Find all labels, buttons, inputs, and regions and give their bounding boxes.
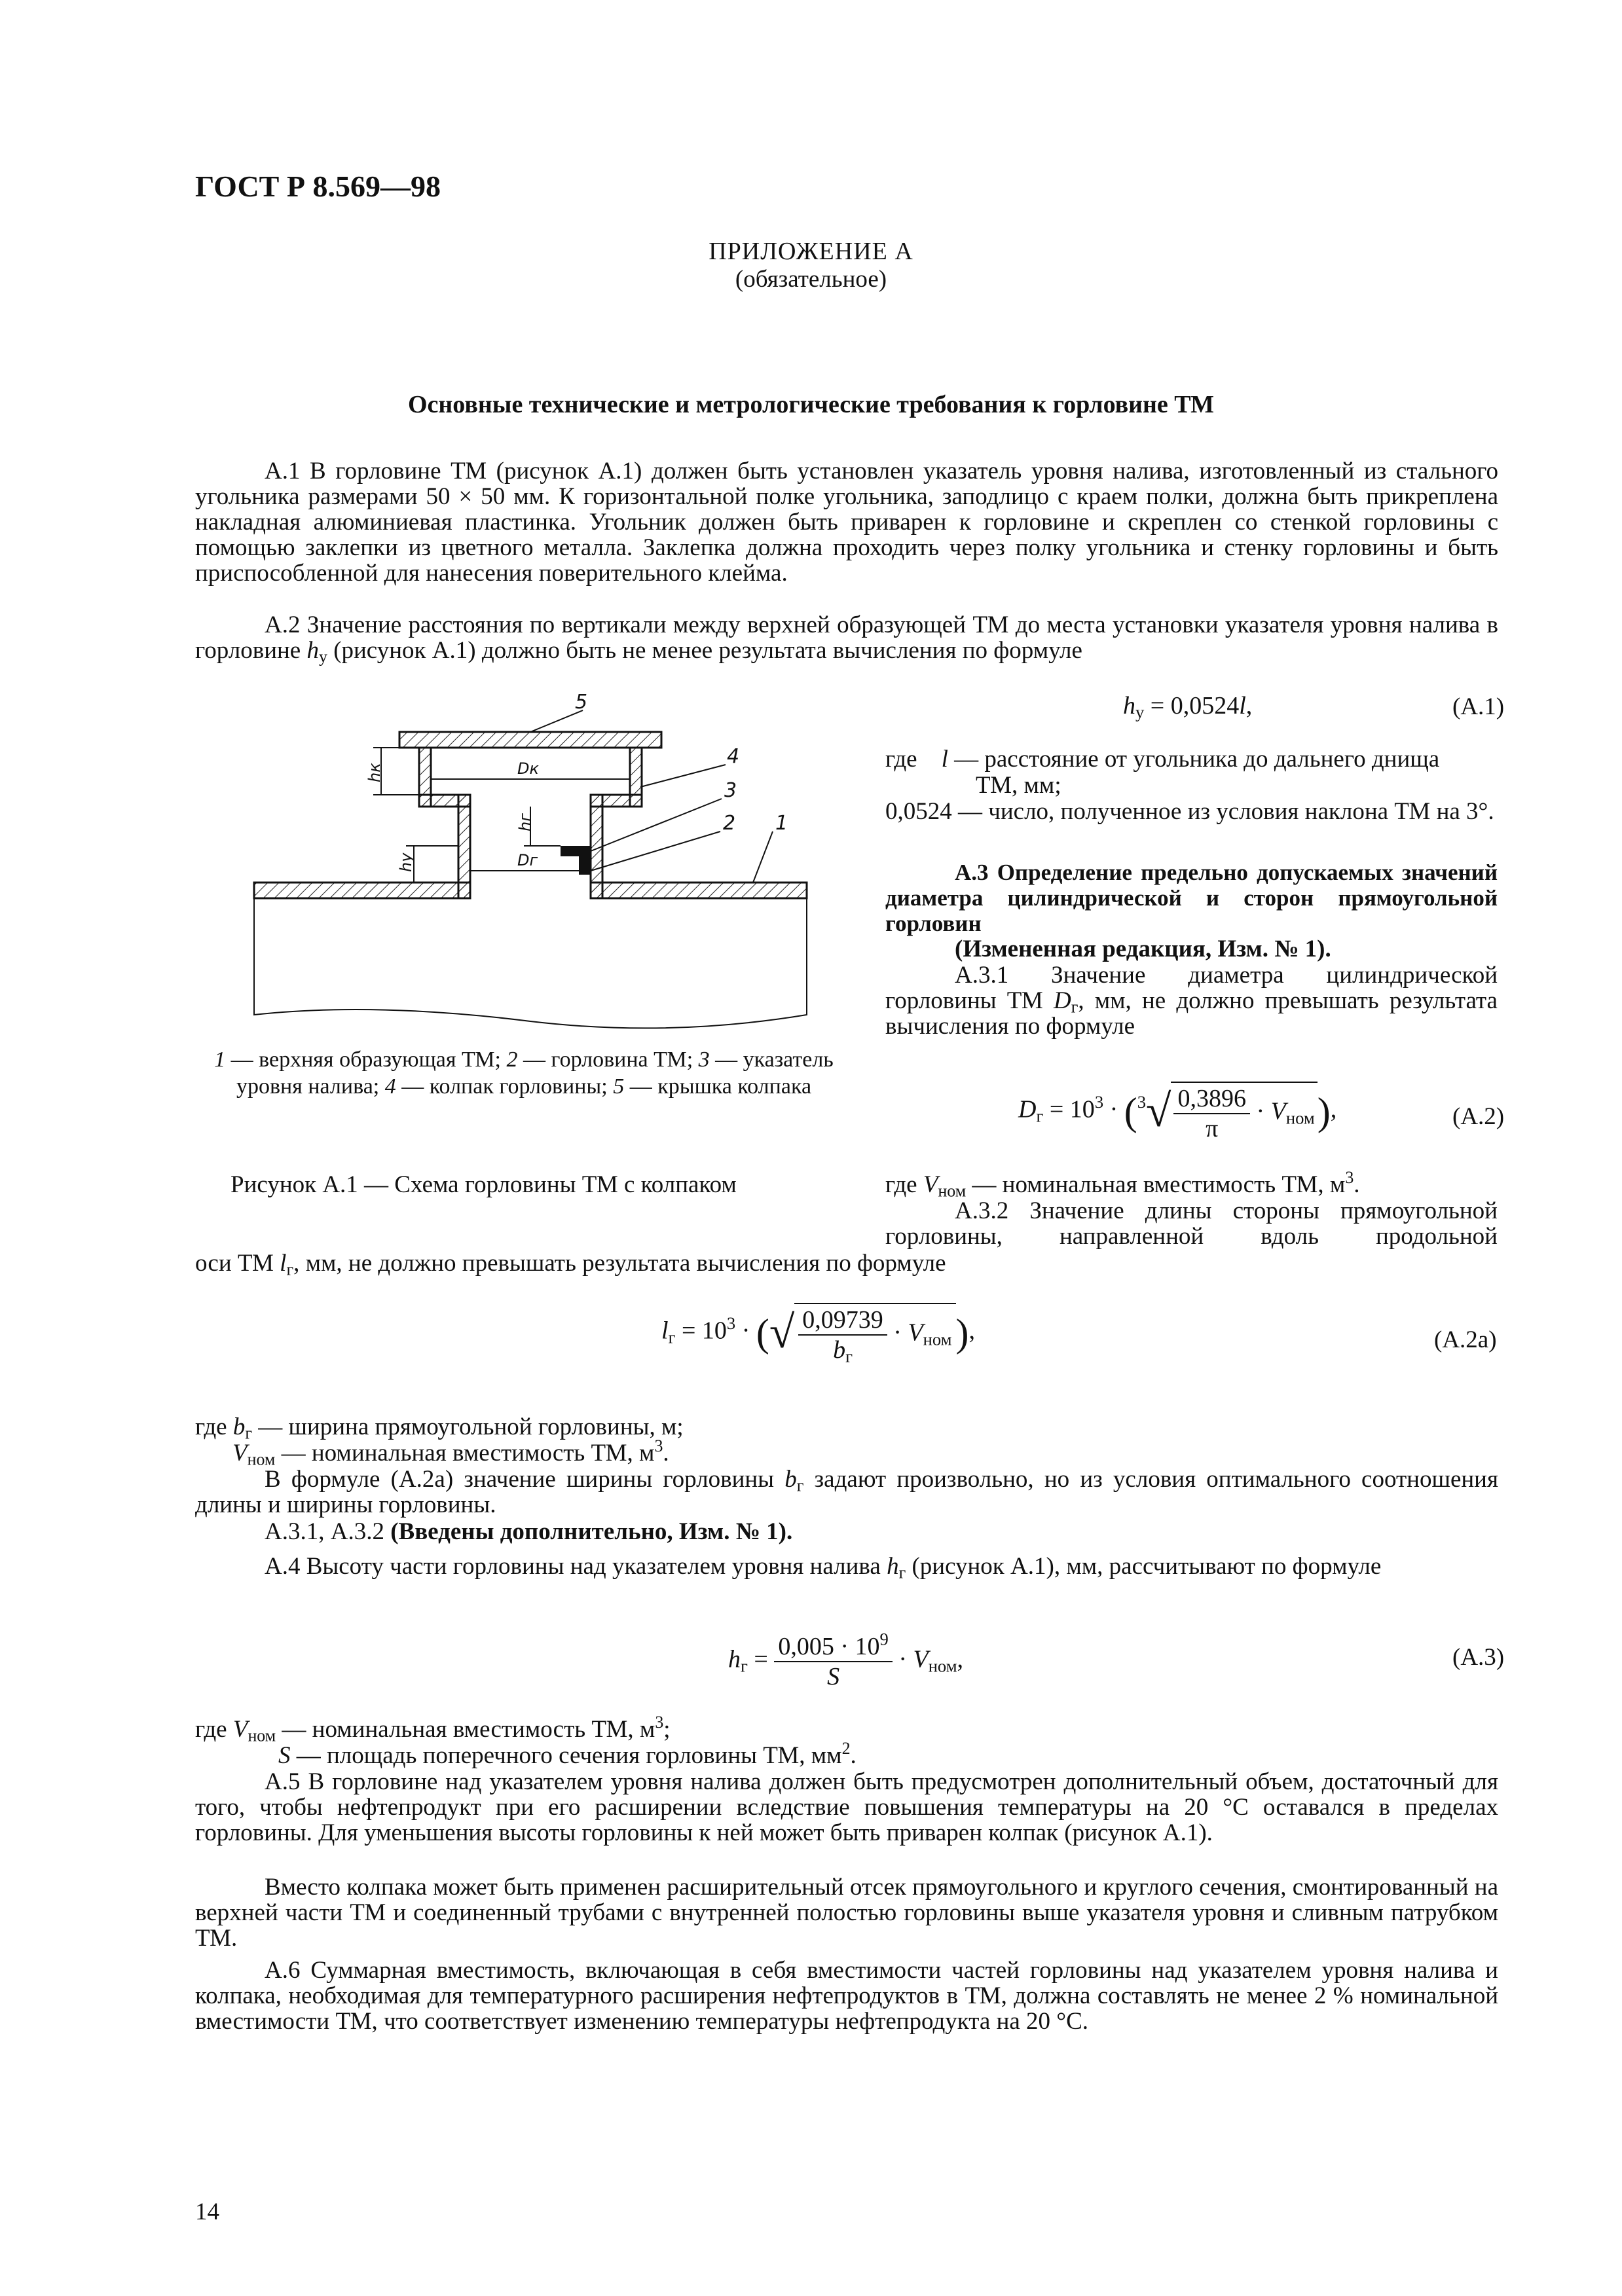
neck-wall-left (458, 795, 470, 898)
label-hy: hу (397, 852, 415, 872)
paragraph-a2: А.2 Значение расстояния по вертикали между верхней образующей ТМ до места установки указателя уровня налива в горловине $h_у$ (рисунок А.1) должно быть не менее результата вычисления по формуле (195, 611, 1498, 666)
equation-a2a-number: (А.2а) (1434, 1326, 1497, 1353)
figure-a1-diagram (242, 674, 819, 1048)
label-3: 3 (724, 779, 737, 802)
label-dk: Dк (517, 759, 539, 778)
appendix-status: (обязательное) (735, 266, 887, 293)
label-dg: Dг (517, 851, 538, 869)
paragraph-a31: А.3.1 Значение диаметра цилиндрической горловины ТМ $D_г$, мм, не должно превышать результата вычисления по формуле (885, 962, 1498, 1040)
where-l: где l — расстояние от угольника до дальнего днища (885, 746, 1440, 773)
where-a3-s: S — площадь поперечного сечения горловины ТМ, $мм^2$. (278, 1738, 857, 1769)
section-a3-note: (Измененная редакция, Изм. № 1). (955, 936, 1331, 962)
where-b: где $b_г$ — ширина прямоугольной горловины, м; (195, 1413, 684, 1443)
where-constant: 0,0524 — число, полученное из условия наклона ТМ на 3°. (885, 798, 1494, 825)
paragraph-a6: А.6 Суммарная вместимость, включающая в себя вместимости частей горловины над указателем уровня налива и колпака, необходимая для температурного расширения нефтепродуктов в ТМ, должна составлять не менее 2 % номинальной вместимости ТМ, что соответствует изменению температуры нефтепродукта на 20 °С. (195, 1957, 1498, 2035)
tank-top-left (254, 883, 470, 898)
label-1: 1 (775, 812, 788, 835)
paragraph-a32-start: А.3.2 Значение длины стороны прямоугольной горловины, направленной вдоль продольной (885, 1197, 1498, 1250)
paragraph-formula-note: В формуле (А.2а) значение ширины горловины $b_г$ задают произвольно, но из условия оптимального соотношения длины и ширины горловины. (195, 1466, 1498, 1518)
label-2: 2 (723, 812, 736, 835)
tank-top-right (591, 883, 807, 898)
appendix-title: ПРИЛОЖЕНИЕ А (709, 238, 913, 265)
paragraph-a1: А.1 В горловине ТМ (рисунок А.1) должен быть установлен указатель уровня налива, изготовленный из стального угольника размерами 50 × 50 мм. К горизонтальной полке угольника, заподлицо с краем полки, должна быть прикреплена накладная алюминиевая пластинка. Угольник должен быть приварен к горловине и скреплен со стенкой горловины с помощью заклепки из цветного металла. Заклепка должна проходить через полку угольника и стенку горловины и быть приспособленной для нанесения поверительного клейма. (195, 458, 1498, 587)
where-vnom: где $V_{ном}$ — номинальная вместимость ТМ, $м^3$. (885, 1167, 1360, 1201)
paragraph-a32-end: оси ТМ $l_г$, мм, не должно превышать результата вычисления по формуле (195, 1250, 946, 1279)
cap-floor-left (419, 795, 470, 807)
equation-a2-number: (А.2) (1452, 1103, 1505, 1130)
paragraph-alternative: Вместо колпака может быть применен расширительный отсек прямоугольного и круглого сечения, смонтированный на верхней части ТМ и соединенный трубами с внутренней полостью горловины выше указателя уровня и сливным патрубком ТМ. (195, 1874, 1498, 1952)
paragraph-a4: А.4 Высоту части горловины над указателем уровня налива $h_г$ (рисунок А.1), мм, рассчитывают по формуле (265, 1553, 1382, 1582)
cap-floor-right (591, 795, 642, 807)
label-hk: hк (365, 763, 384, 782)
cap-lid (399, 732, 661, 748)
section-title: Основные технические и метрологические требования к горловине ТМ (407, 391, 1215, 418)
where-v2: $V_{ном}$ — номинальная вместимость ТМ, $м^3$. (232, 1436, 669, 1469)
equation-a2: $D_г = 10^3 \cdot (^3√$ $\frac{0,3896}{\pi}$ · $V_{ном}$), (1018, 1082, 1336, 1142)
section-a3-title: А.3 Определение предельно допускаемых значений диаметра цилиндрической и сторон прямоугольной горловин (885, 860, 1498, 936)
equation-a1: $h_у = 0,0524l$, (1123, 692, 1253, 722)
paragraph-a5: А.5 В горловине над указателем уровня налива должен быть предусмотрен дополнительный объем, достаточный для того, чтобы нефтепродукт при его расширении вследствие повышения температуры на 20 °С оставался в пределах горловины. Для уменьшения высоты горловины к ней может быть приварен колпак (рисунок А.1). (195, 1768, 1498, 1846)
note-a31-a32: А.3.1, А.3.2 (Введены дополнительно, Изм. № 1). (265, 1518, 793, 1545)
equation-a2a: $l_г = 10^3$ · (√ $\frac{0,09739}{b_г}$ · $V_{ном}$ ), (661, 1303, 975, 1363)
equation-a3-number: (А.3) (1452, 1644, 1505, 1671)
document-header: ГОСТ Р 8.569—98 (195, 170, 441, 203)
equation-a3: $h_г$ = $\frac{0,005 \cdot 10^9}{S}$ · $V_{ном}$, (728, 1629, 964, 1690)
page-number: 14 (195, 2198, 219, 2225)
label-4: 4 (727, 745, 740, 768)
label-5: 5 (575, 691, 588, 714)
tank-body (254, 898, 807, 1028)
where-l-cont: ТМ, мм; (976, 772, 1061, 799)
equation-a1-number: (А.1) (1452, 693, 1505, 720)
label-hg: hг (516, 813, 534, 831)
figure-title: Рисунок А.1 — Схема горловины ТМ с колпаком (230, 1171, 737, 1198)
figure-caption: 1 — верхняя образующая ТМ; 2 — горловина ТМ; 3 — указатель уровня налива; 4 — колпак горловины; 5 — крышка колпака (214, 1048, 834, 1099)
where-a3-v: где $V_{ном}$ — номинальная вместимость ТМ, $м^3$; (195, 1712, 671, 1745)
